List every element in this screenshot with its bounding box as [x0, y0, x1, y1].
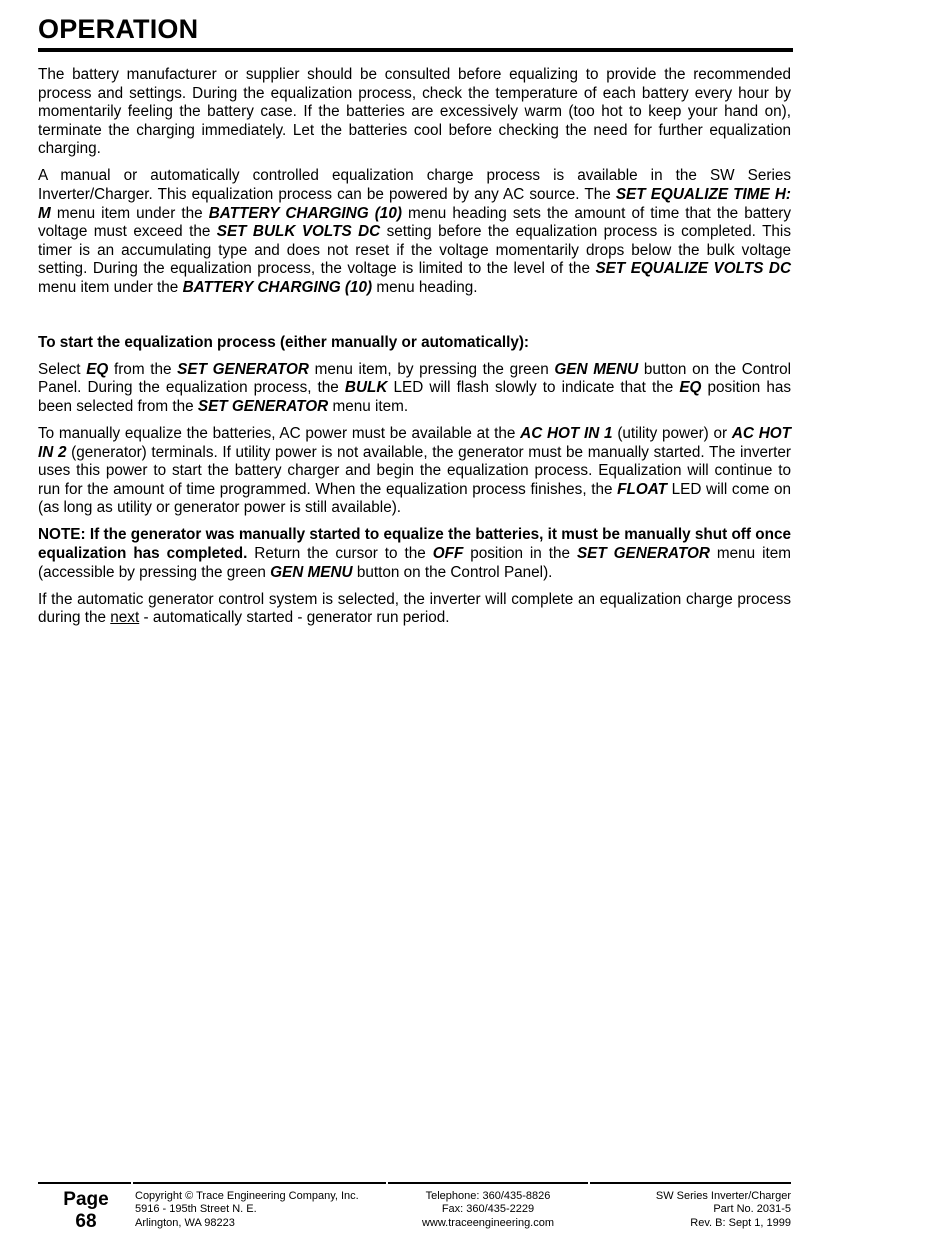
text-run: button on the Control Panel. During the equalization process, the [38, 360, 792, 397]
footer-line: 5916 - 195th Street N. E. [135, 1203, 257, 1216]
footer-line: SW Series Inverter/Charger [655, 1190, 791, 1202]
footer-rule [388, 1182, 588, 1184]
paragraph-battery-consult: The battery manufacturer or supplier should be consulted before equalizing to provide the recommended process and settings. During the equalization process, check the temperature of each battery every hour by momentarily feeling the battery case. If the batteries are excessively warm (too hot to keep your hand on), terminate the charging immediately. Let the batteries cool before checking the need for further equalization charging. [38, 66, 791, 158]
footer-product [591, 1190, 791, 1230]
footer-copyright [135, 1190, 359, 1230]
text-run: A manual or automatically controlled equalization charge process is available in the SW Series Inverter/Charger. This equalization process can be powered by any AC source. The [38, 167, 791, 204]
note-text: NOTE: If the generator was manually started to equalize the batteries, it must be manually shut off once equalization has completed. [38, 526, 791, 563]
footer-rule [38, 1182, 131, 1184]
text-run: If the automatic generator control system is selected, the inverter will complete an equalization charge process during the [38, 590, 791, 627]
footer-website: www.traceengineering.com [421, 1216, 555, 1229]
paragraph-select-eq [38, 361, 791, 417]
paragraph-automatic-generator [38, 591, 791, 628]
led-name-float: FLOAT [617, 480, 667, 498]
menu-item-set-generator: SET GENERATOR [177, 360, 309, 378]
footer-line: Rev. B: Sept 1, 1999 [690, 1216, 791, 1229]
paragraph-note [38, 526, 791, 582]
text-run: from the [108, 360, 178, 378]
text-run: - automatically started - generator run period. [139, 609, 450, 627]
terminal-ac-hot-in-2: AC HOT IN 2 [38, 425, 792, 461]
text-run: (generator) terminals. If utility power is not available, the generator must be manually started. The inverter uses this power to start the battery charger and begin the equalization process. Equalization will continue to run for the amount of time programmed. When the equalization process finishes, the [38, 443, 791, 498]
text-run: LED will flash slowly to indicate that the [387, 379, 680, 397]
menu-item-set-bulk-volts: SET BULK VOLTS DC [216, 223, 381, 241]
text-run: position in the [463, 545, 577, 563]
button-name-gen-menu: GEN MENU [554, 360, 639, 378]
text-run: (utility power) or [612, 425, 732, 442]
text-run: LED will come on (as long as utility or generator power is still available). [38, 480, 792, 517]
text-run: menu item under the [38, 279, 183, 297]
text-run: menu item under the [50, 204, 209, 222]
text-run: position has been selected from the [38, 379, 791, 415]
button-name-gen-menu: GEN MENU [270, 563, 353, 581]
menu-item-set-generator: SET GENERATOR [197, 397, 329, 415]
text-run: menu item, by pressing the green [308, 360, 555, 378]
paragraph-equalization-overview [38, 167, 791, 297]
page-word: Page [63, 1189, 109, 1210]
footer-line: Part No. 2031-5 [713, 1203, 791, 1216]
footer-rule [133, 1182, 386, 1184]
body-text [38, 66, 791, 636]
text-run: menu heading sets the amount of time that the battery voltage must exceed the [38, 204, 791, 241]
footer-contact [388, 1190, 588, 1230]
text-run: button on the Control Panel). [352, 563, 553, 581]
text-run: menu heading. [372, 279, 478, 297]
menu-heading-battery-charging: BATTERY CHARGING (10) [208, 204, 402, 222]
setting-off: OFF [432, 545, 464, 563]
text-run: menu item (accessible by pressing the green [38, 545, 792, 581]
paragraph-manual-equalize [38, 425, 791, 518]
page-title: OPERATION [38, 14, 199, 44]
footer-line: Copyright © Trace Engineering Company, Inc. [135, 1190, 359, 1202]
menu-item-set-equalize-time: SET EQUALIZE TIME H: M [38, 186, 791, 222]
menu-heading-battery-charging: BATTERY CHARGING (10) [182, 279, 373, 297]
terminal-ac-hot-in-1: AC HOT IN 1 [520, 425, 613, 442]
setting-eq: EQ [86, 360, 109, 378]
text-run: Select [38, 360, 87, 378]
setting-eq: EQ [679, 379, 702, 397]
menu-item-set-generator: SET GENERATOR [576, 545, 710, 563]
menu-item-set-equalize-volts: SET EQUALIZE VOLTS DC [595, 260, 791, 278]
page-number: 68 [75, 1211, 97, 1232]
page-number-block [38, 1189, 134, 1233]
section-subheading: To start the equalization process (either manually or automatically): [38, 333, 530, 351]
footer-line: Telephone: 360/435-8826 [425, 1190, 551, 1202]
text-run: To manually equalize the batteries, AC power must be available at the [38, 425, 521, 442]
text-run: Return the cursor to the [247, 545, 433, 563]
underlined-word: next [110, 609, 140, 627]
footer-line: Arlington, WA 98223 [135, 1216, 235, 1229]
title-rule [38, 48, 793, 52]
led-name-bulk: BULK [344, 379, 388, 397]
footer-line: Fax: 360/435-2229 [441, 1203, 535, 1216]
footer-rule [590, 1182, 791, 1184]
text-run: setting before the equalization process is completed. This timer is an accumulating type and does not reset if the voltage momentarily drops below the bulk voltage setting. During the equalization process, the voltage is limited to the level of the [38, 223, 791, 278]
text-run: menu item. [328, 397, 409, 415]
